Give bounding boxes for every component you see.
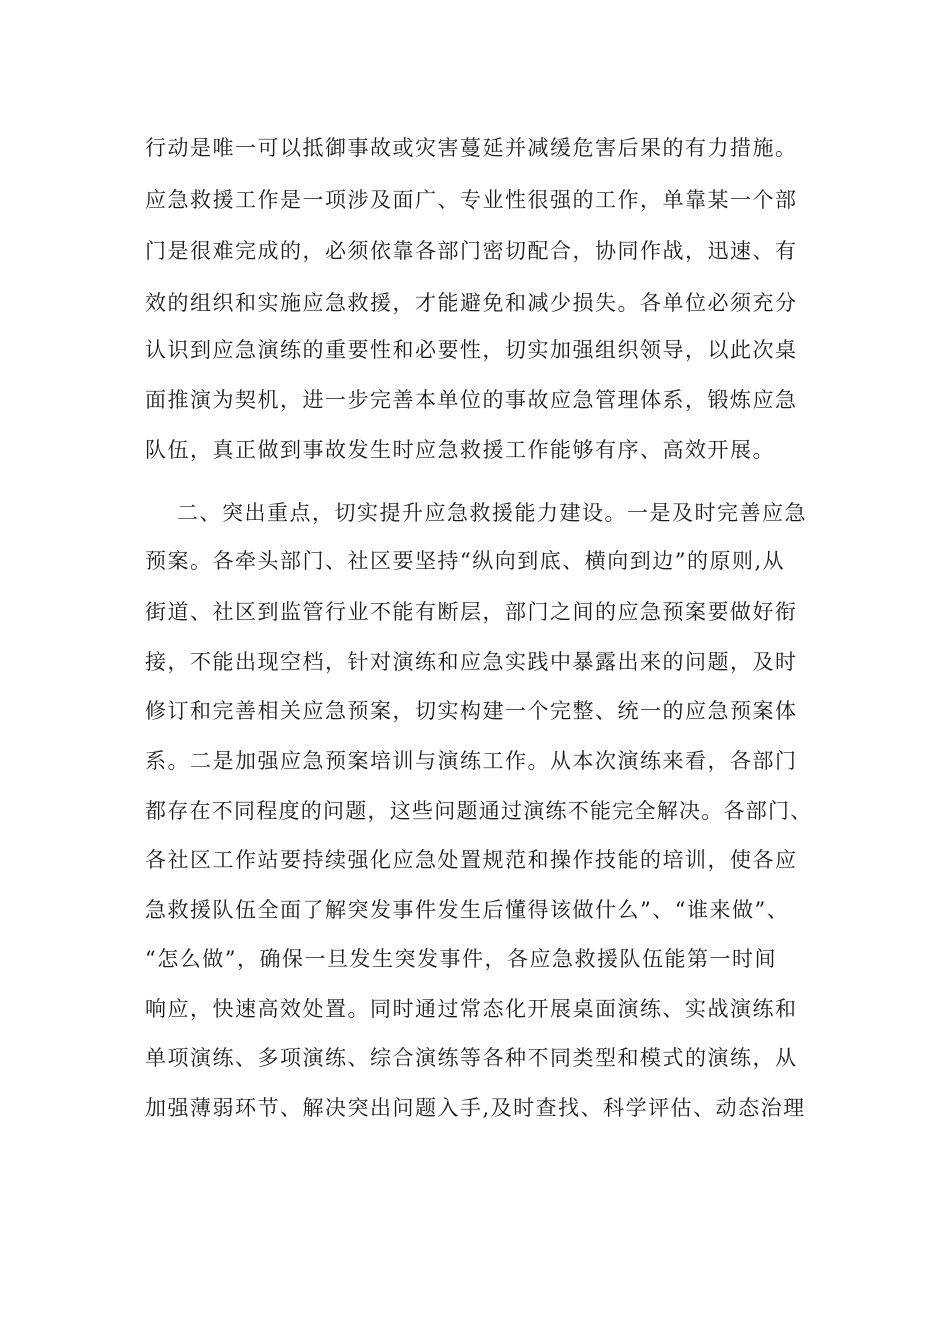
paragraph-2-line-13: 加强薄弱环节、解决突出问题入手,及时查找、科学评估、动态治理 (145, 1096, 806, 1120)
paragraph-1-line-6: 面推演为契机，进一步完善本单位的事故应急管理体系，锻炼应急 (145, 388, 798, 412)
paragraph-2-line-5: 修订和完善相关应急预案，切实构建一个完整、统一的应急预案体 (145, 699, 798, 723)
paragraph-2-line-1: 二、突出重点，切实提升应急救援能力建设。一是及时完善应急 (177, 501, 807, 525)
paragraph-2-line-8: 各社区工作站要持续强化应急处置规范和操作技能的培训，使各应 (145, 848, 798, 872)
paragraph-2-line-9: 急救援队伍全面了解突发事件发生后懂得该做什么”、“谁来做”、 (145, 898, 790, 922)
paragraph-2-line-4: 接，不能出现空档，针对演练和应急实践中暴露出来的问题，及时 (145, 650, 798, 674)
paragraph-1-line-7: 队伍，真正做到事故发生时应急救援工作能够有序、高效开展。 (145, 438, 775, 462)
paragraph-2-line-10: “怎么做”，确保一旦发生突发事件，各应急救援队伍能第一时间 (145, 947, 777, 971)
paragraph-1-line-4: 效的组织和实施应急救援，才能避免和减少损失。各单位必须充分 (145, 291, 798, 315)
paragraph-2-line-3: 街道、社区到监管行业不能有断层，部门之间的应急预案要做好衔 (145, 600, 798, 624)
paragraph-2-line-11: 响应，快速高效处置。同时通过常态化开展桌面演练、实战演练和 (145, 997, 798, 1021)
paragraph-2-line-7: 都存在不同程度的问题，这些问题通过演练不能完全解决。各部门、 (145, 799, 813, 823)
paragraph-1-line-5: 认识到应急演练的重要性和必要性，切实加强组织领导，以此次桌 (145, 338, 798, 362)
paragraph-1-line-1: 行动是唯一可以抵御事故或灾害蔓延并减缓危害后果的有力措施。 (145, 136, 798, 160)
paragraph-1-line-2: 应急救援工作是一项涉及面广、专业性很强的工作，单靠某一个部 (145, 188, 798, 212)
paragraph-2-line-2: 预案。各牵头部门、社区要坚持“纵向到底、横向到边”的原则,从 (145, 549, 786, 573)
paragraph-2-line-12: 单项演练、多项演练、综合演练等各种不同类型和模式的演练，从 (145, 1046, 798, 1070)
paragraph-1-line-3: 门是很难完成的，必须依靠各部门密切配合，协同作战，迅速、有 (145, 239, 798, 263)
paragraph-2-line-6: 系。二是加强应急预案培训与演练工作。从本次演练来看，各部门 (145, 749, 798, 773)
